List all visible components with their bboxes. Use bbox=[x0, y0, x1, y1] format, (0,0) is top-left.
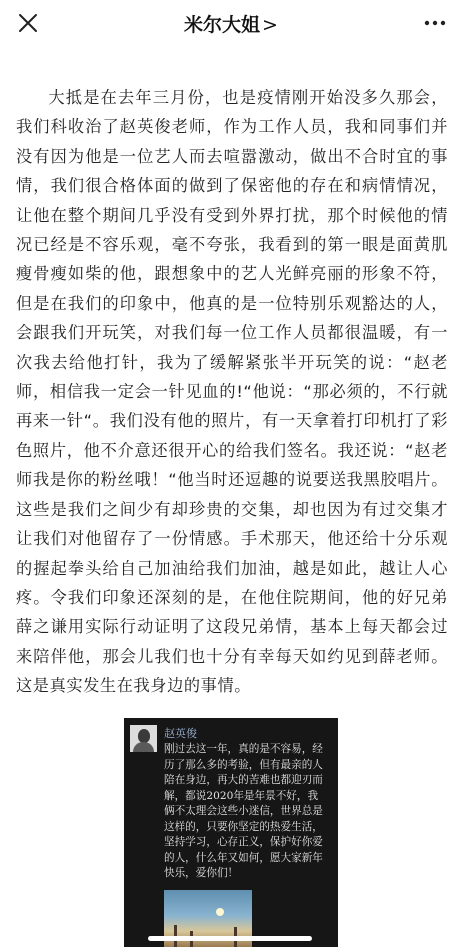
more-icon bbox=[424, 20, 446, 26]
post-author-name: 赵英俊 bbox=[164, 727, 197, 740]
article-body bbox=[16, 83, 448, 701]
embedded-post-screenshot[interactable] bbox=[124, 718, 338, 947]
top-bar bbox=[0, 0, 462, 46]
article-paragraph: 大抵是在去年三月份，也是疫情刚开始没多久那会，我们科收治了赵英俊老师，作为工作人员，我和同事们并没有因为他是一位艺人而去喧嚣激动，做出不合时宜的事情，我们很合格体面的做到了保密他的存在和病情情况，让他在整个期间几乎没有受到外界打扰，那个时候他的情况已经是不容乐观，毫不夸张，我看到的第一眼是面黄肌瘦骨瘦如柴的他，跟想象中的艺人光鲜亮丽的形象不符，但是在我们的印象中，他真的是一位特别乐观豁达的人，会跟我们开玩笑，对我们每一位工作人员都很温暖，有一次我去给他打针，我为了缓解紧张半开玩笑的说：“赵老师，相信我一定会一针见血的!“他说：“那必须的，不行就再来一针“。我们没有他的照片，有一天拿着打印机打了彩色照片，他不介意还很开心的给我们签名。我还说：“赵老师我是你的粉丝哦！“他当时还逗趣的说要送我黑胶唱片。这些是我们之间少有却珍贵的交集，却也因为有过交集才让我们对他留存了一份情感。手术那天，他还给十分乐观的握起拳头给自己加油给我们加油，越是如此，越让人心疼。令我们印象还深刻的是，在他住院期间，他的好兄弟薛之谦用实际行动证明了这段兄弟情，基本上每天都会过来陪伴他，那会儿我们也十分有幸每天如约见到薛老师。这是真实发生在我身边的事情。 bbox=[16, 88, 448, 696]
more-button[interactable] bbox=[420, 12, 450, 34]
chevron-right-icon: > bbox=[262, 14, 278, 36]
account-title-button[interactable] bbox=[0, 10, 462, 37]
post-text: 刚过去这一年，真的是不容易，经历了那么多的考验，但有最亲的人陪在身边，再大的苦难也都迎刃而解，都说2020年是年景不好，我俩不太理会这些小迷信，世界总是这样的，只要你坚定的热爱生活，坚持学习，心存正义，保护好你爱的人，什么年又如何，愿大家新年快乐，爱你们！ bbox=[164, 743, 323, 879]
home-indicator[interactable] bbox=[148, 936, 312, 941]
page-title: 米尔大姐 bbox=[184, 14, 261, 36]
avatar bbox=[130, 725, 157, 752]
